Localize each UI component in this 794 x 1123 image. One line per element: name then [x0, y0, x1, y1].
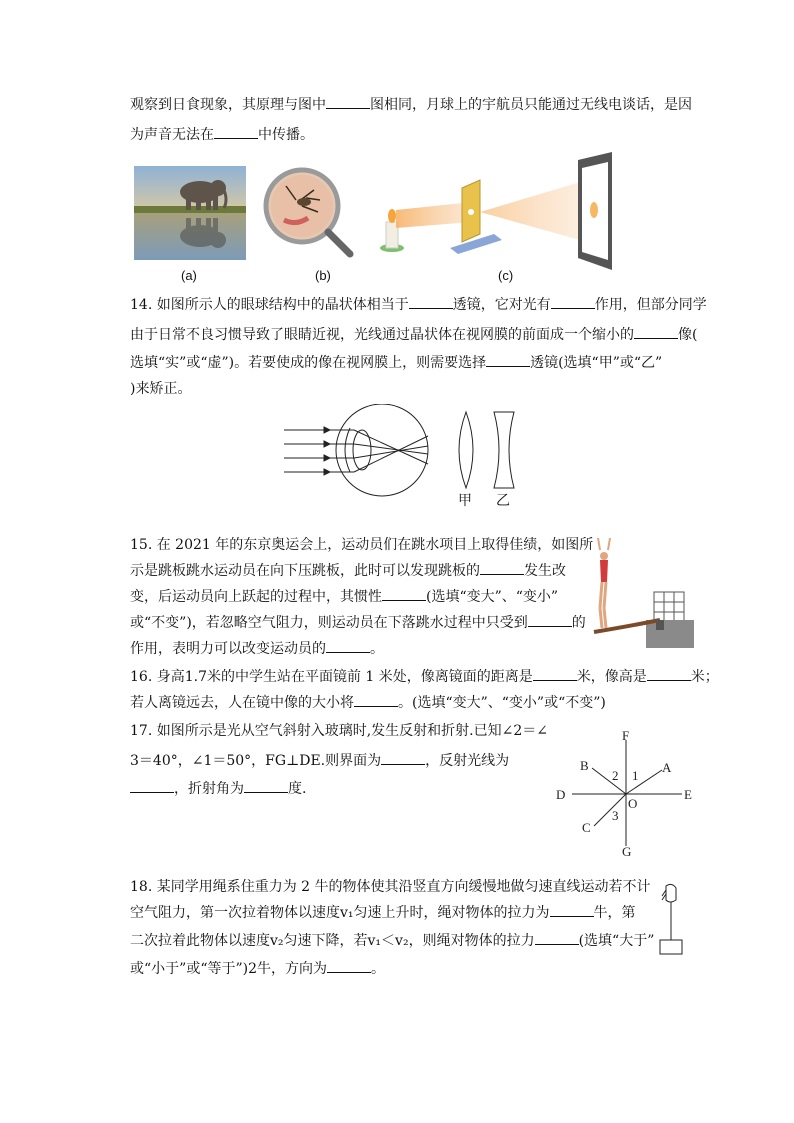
q16-text: 若人离镜远去，人在镜中像的大小将 — [130, 695, 354, 711]
q14-text: 透镜(选填“甲”或“乙” — [530, 355, 663, 371]
answer-blank — [486, 354, 530, 367]
q18-line-3 — [130, 932, 654, 950]
label-angle-3: 3 — [612, 808, 619, 823]
answer-blank — [551, 296, 595, 309]
answer-blank — [480, 562, 524, 575]
q18-text: 或“小于”或“等于”)2牛，方向为 — [130, 961, 327, 977]
q14-text: 作用，但部分同学 — [594, 297, 707, 313]
answer-blank — [130, 780, 174, 793]
answer-blank — [354, 694, 398, 707]
q15-line-1: 15. 在 2021 年的东京奥运会上，运动员们在跳水项目上取得佳绩，如图所 — [130, 537, 594, 553]
q13-text: 观察到日食现象，其原理与图中 — [130, 97, 326, 113]
q14-text: 由于日常不良习惯导致了眼睛近视，光线通过晶状体在视网膜的前面成一个缩小的 — [130, 327, 634, 343]
q14-text: 14. 如图所示人的眼球结构中的晶状体相当于 — [130, 297, 409, 313]
q17-text: ，反射光线为 — [425, 753, 510, 769]
q15-text: 或“不变”)，若忽略空气阻力，则运动员在下落跳水过程中只受到 — [130, 615, 528, 631]
answer-blank — [634, 326, 678, 339]
q18-text: 。 — [371, 961, 385, 977]
q18-text: (选填“大于” — [578, 933, 655, 949]
label-B: B — [580, 758, 589, 773]
q17-line-1: 17. 如图所示是光从空气斜射入玻璃时,发生反射和折射.已知∠2＝∠ — [130, 723, 548, 739]
q17-line-3 — [130, 780, 306, 798]
answer-blank — [326, 640, 370, 653]
answer-blank — [535, 932, 579, 945]
label-angle-2: 2 — [612, 768, 619, 783]
q14-line-4: )来矫正。 — [130, 381, 192, 397]
q18-line-2 — [130, 904, 636, 922]
q15-text: 变，后运动员向上跃起的过程中，其惯性 — [130, 589, 382, 605]
q15-text: 的 — [571, 615, 586, 631]
q16-line-1 — [130, 668, 719, 686]
q14-text: 透镜，它对光有 — [452, 297, 551, 313]
lens-label-jia: 甲 — [458, 492, 472, 508]
q18-text: 牛，第 — [593, 905, 636, 921]
q13-text: 图相同，月球上的宇航员只能通过无线电谈话，是因 — [370, 97, 692, 113]
answer-blank — [214, 126, 258, 139]
q13-text: 中传播。 — [258, 127, 314, 143]
ray-OC — [594, 794, 626, 826]
q16-text: 米，像高是 — [576, 669, 647, 685]
q15-text: 。 — [370, 641, 384, 657]
ray-OB — [592, 768, 626, 794]
figure-eye-lens-diagram — [282, 404, 522, 500]
figure-b-magnifier — [258, 162, 358, 262]
q14-text: 像( — [678, 327, 698, 343]
answer-blank — [409, 296, 453, 309]
answer-blank — [381, 752, 425, 765]
q13-line-1 — [130, 96, 692, 114]
q14-line-2 — [130, 326, 697, 344]
q16-text: 。(选填“变大”、“变小”或“不变”) — [398, 695, 606, 711]
figure-c-caption: (c) — [498, 268, 514, 283]
label-E: E — [684, 787, 692, 802]
answer-blank — [244, 780, 288, 793]
q17-text: 3＝40°，∠1＝50°，FG⊥DE.则界面为 — [130, 753, 382, 769]
q17-text: ，折射角为 — [174, 781, 244, 797]
figure-a-elephant-reflection — [134, 166, 246, 260]
figure-b-caption: (b) — [315, 268, 331, 283]
q15-text: 作用，表明力可以改变运动员的 — [130, 641, 326, 657]
answer-blank — [647, 668, 691, 681]
label-A: A — [662, 760, 672, 775]
q15-line-3 — [130, 588, 558, 606]
label-F: F — [622, 728, 630, 743]
label-C: C — [582, 820, 591, 835]
q17-line-2 — [130, 752, 509, 770]
q15-text: 示是跳板跳水运动员在向下压跳板，此时可以发现跳板的 — [130, 563, 480, 579]
q17-text: 度. — [288, 781, 307, 797]
q15-line-5 — [130, 640, 384, 658]
q18-line-4 — [130, 960, 385, 978]
q16-line-2 — [130, 694, 606, 712]
figure-hand-rope-object — [654, 882, 690, 956]
q18-line-1: 18. 某同学用绳系住重力为 2 牛的物体使其沿竖直方向缓慢地做匀速直线运动若不计 — [130, 879, 651, 895]
q16-text: 16. 身高1.7米的中学生站在平面镜前 1 米处，像离镜面的距离是 — [130, 669, 533, 685]
label-D: D — [556, 787, 566, 802]
q15-line-2 — [130, 562, 566, 580]
label-angle-1: 1 — [632, 768, 639, 783]
figure-a-caption: (a) — [181, 268, 197, 283]
q16-text: 米； — [690, 669, 719, 685]
q18-text: 二次拉着此物体以速度v₂匀速下降，若v₁＜v₂，则绳对物体的拉力 — [130, 933, 535, 949]
figure-springboard-diver — [590, 536, 694, 648]
answer-blank — [528, 614, 572, 627]
q14-text: 选填“实”或“虚”)。若要使成的像在视网膜上，则需要选择 — [130, 355, 487, 371]
q13-line-2 — [130, 126, 314, 144]
q18-text: 空气阻力，第一次拉着物体以速度v₁匀速上升时，绳对物体的拉力为 — [130, 905, 550, 921]
q14-line-1 — [130, 296, 707, 314]
label-O: O — [628, 796, 638, 811]
q15-text: 发生改 — [524, 563, 566, 579]
answer-blank — [327, 960, 371, 973]
figure-reflection-refraction — [552, 728, 698, 858]
answer-blank — [533, 668, 577, 681]
q13-text: 为声音无法在 — [130, 127, 214, 143]
answer-blank — [326, 96, 370, 109]
answer-blank — [382, 588, 426, 601]
q15-text: (选填“变大”、“变小” — [426, 589, 559, 605]
answer-blank — [550, 904, 594, 917]
q14-line-3 — [130, 354, 662, 372]
lens-label-yi: 乙 — [496, 492, 510, 508]
label-G: G — [622, 844, 632, 858]
q15-line-4 — [130, 614, 586, 632]
figure-c-pinhole-imaging — [372, 150, 622, 272]
